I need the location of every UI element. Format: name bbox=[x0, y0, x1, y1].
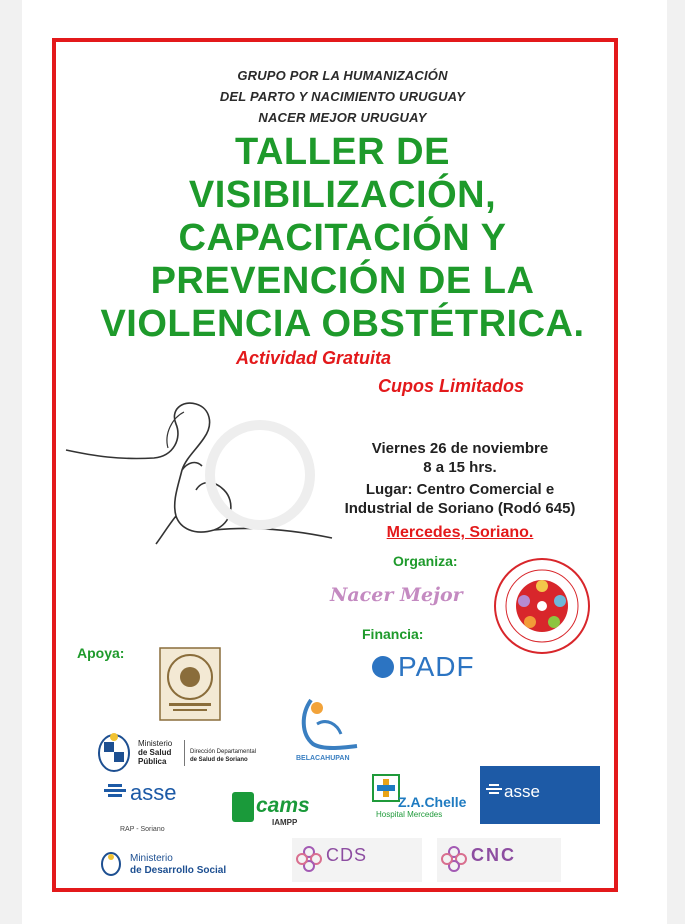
msp-dept-line-2: de Salud de Soriano bbox=[190, 757, 248, 763]
event-city: Mercedes, Soriano. bbox=[386, 524, 534, 541]
iampp-text: IAMPP bbox=[272, 818, 298, 827]
belacahupan-logo bbox=[297, 694, 365, 764]
uruguay-coat-of-arms-icon bbox=[96, 732, 132, 774]
title-line-2: VISIBILIZACIÓN, bbox=[188, 174, 497, 216]
asse-icon bbox=[104, 784, 126, 804]
asse-banner-icon bbox=[486, 784, 502, 802]
nacer-mejor-logo: Nacer Mejor bbox=[330, 584, 463, 606]
event-date: Viernes 26 de noviembre bbox=[371, 440, 549, 457]
cds-logo: CDS bbox=[326, 845, 368, 865]
event-place-line-1: Lugar: Centro Comercial e bbox=[365, 481, 555, 498]
globe-icon bbox=[372, 656, 394, 678]
financia-label: Financia: bbox=[362, 626, 424, 642]
organiza-label: Organiza: bbox=[393, 553, 458, 569]
event-place-line-2: Industrial de Soriano (Rodó 645) bbox=[344, 500, 576, 517]
limited-quota-text: Cupos Limitados bbox=[378, 376, 525, 396]
zachelle-logo: Z.A.Chelle bbox=[398, 794, 467, 810]
watermark-ring bbox=[205, 420, 315, 530]
cams-icon bbox=[232, 792, 254, 822]
title-line-3: CAPACITACIÓN Y bbox=[178, 217, 507, 259]
mides-coat-of-arms-icon bbox=[100, 851, 122, 877]
mides-line-1: Ministerio bbox=[130, 853, 173, 864]
mides-line-2: de Desarrollo Social bbox=[130, 865, 227, 876]
organizer-line-1: GRUPO POR LA HUMANIZACIÓN bbox=[237, 68, 448, 83]
title-line-5: VIOLENCIA OBSTÉTRICA. bbox=[100, 303, 585, 345]
hospital-mercedes-text: Hospital Mercedes bbox=[376, 810, 443, 819]
organizer-line-2: DEL PARTO Y NACIMIENTO URUGUAY bbox=[219, 89, 466, 104]
msp-dept-line-1: Dirección Departamental bbox=[190, 749, 257, 755]
asse-logo: asse bbox=[130, 780, 177, 805]
msp-line-2: de Salud bbox=[138, 748, 172, 757]
msp-line-3: Pública bbox=[138, 757, 167, 766]
asse-banner-logo: asse bbox=[504, 782, 540, 801]
commerce-center-seal bbox=[159, 647, 221, 721]
hospital-cross-icon bbox=[372, 774, 400, 802]
title-line-1: TALLER DE bbox=[235, 131, 450, 173]
apoya-label: Apoya: bbox=[77, 645, 125, 661]
cds-flower-icon bbox=[296, 846, 322, 872]
rap-soriano-text: RAP - Soriano bbox=[120, 826, 165, 833]
cnc-flower-icon bbox=[441, 846, 467, 872]
belacahupan-text: BELACAHUPAN bbox=[296, 755, 350, 762]
cams-logo: cams bbox=[256, 794, 310, 817]
free-activity-text: Actividad Gratuita bbox=[236, 348, 392, 368]
title-line-4: PREVENCIÓN DE LA bbox=[150, 260, 535, 302]
padf-logo: PADF bbox=[398, 651, 475, 682]
event-time: 8 a 15 hrs. bbox=[423, 459, 497, 476]
organizer-line-3: NACER MEJOR URUGUAY bbox=[258, 110, 427, 125]
msp-dept-text bbox=[190, 748, 256, 764]
mides-text bbox=[130, 853, 226, 877]
msp-text bbox=[138, 739, 172, 766]
msp-divider bbox=[184, 740, 185, 766]
cnc-logo: CNC bbox=[471, 845, 516, 865]
group-seal-logo bbox=[492, 556, 592, 656]
msp-line-1: Ministerio bbox=[138, 739, 173, 748]
